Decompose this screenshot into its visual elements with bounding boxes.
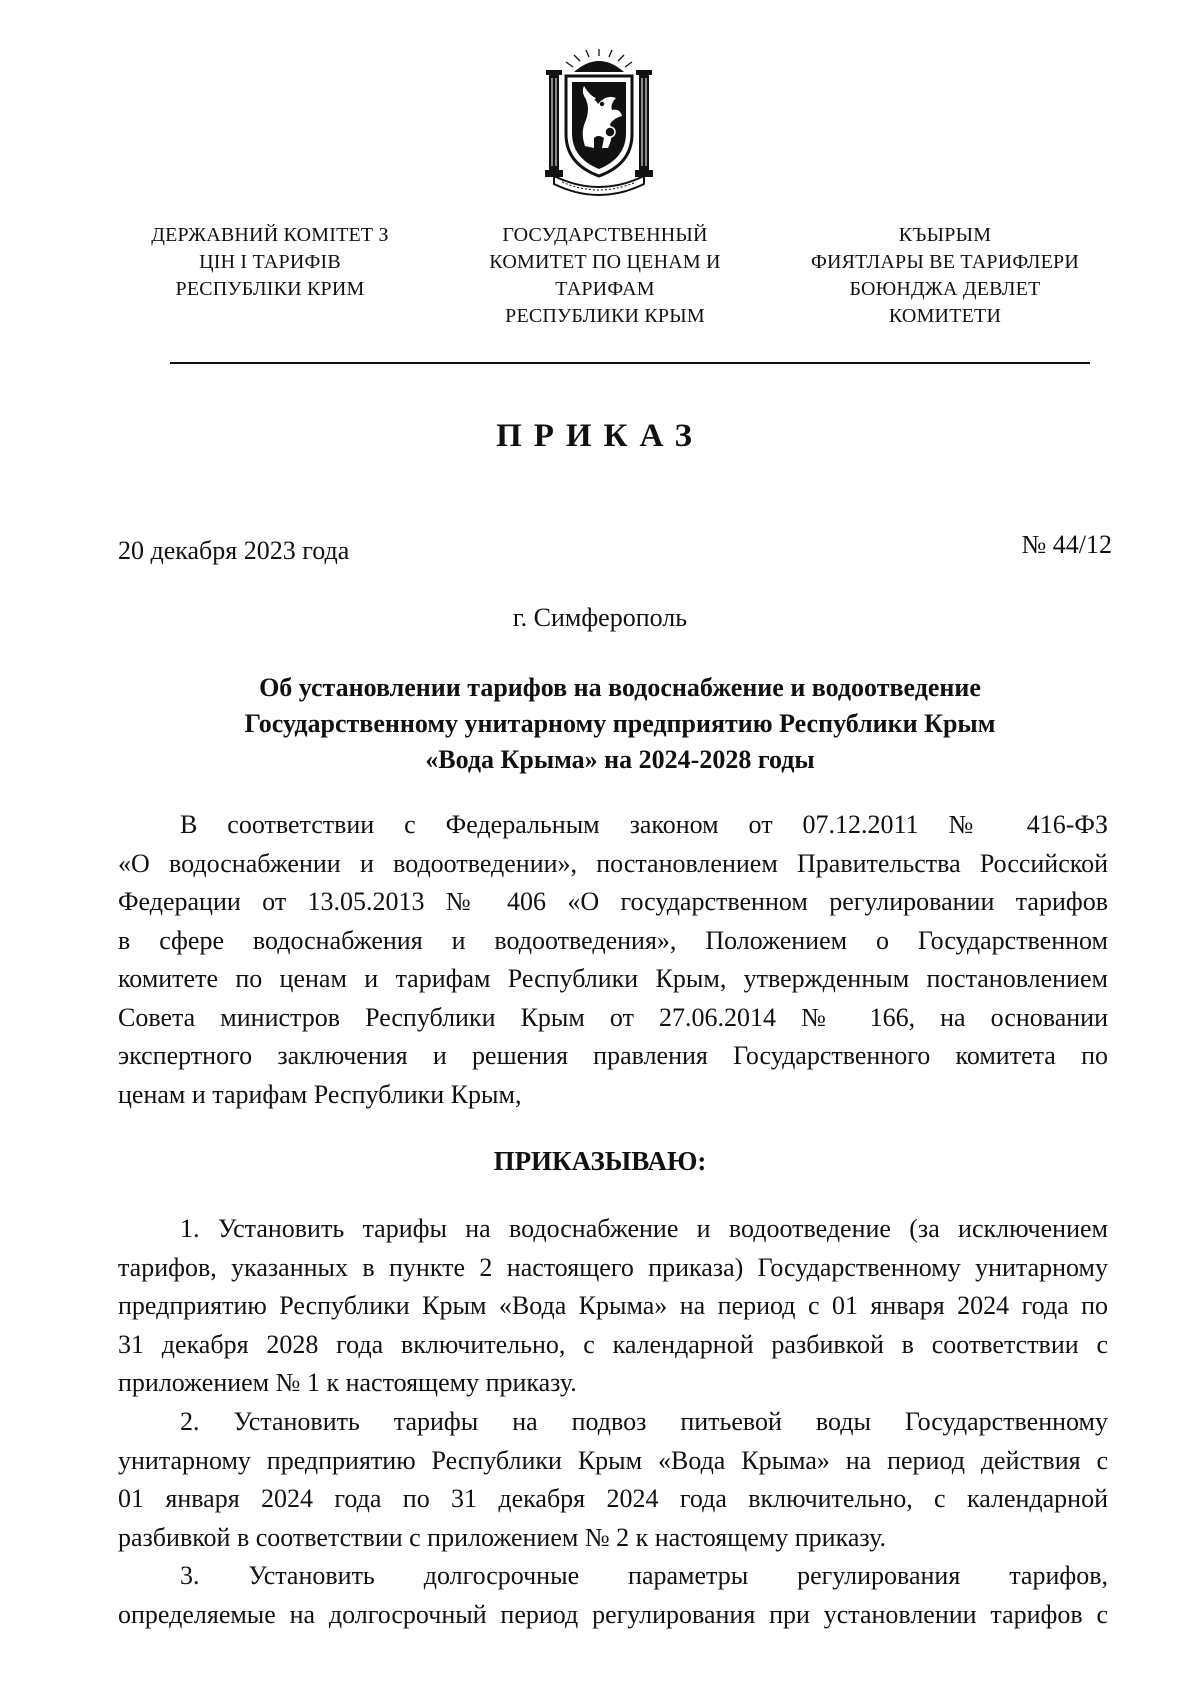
paragraph-line: разбивкой в соответствии с приложением № 2 к настоящему приказу. bbox=[118, 1522, 886, 1552]
committee-name-line: ГОСУДАРСТВЕННЫЙ bbox=[502, 224, 708, 246]
paragraph-line: тарифов, указанных в пункте 2 настоящего приказа) Государственному унитарному bbox=[118, 1252, 1108, 1282]
paragraph-line: приложением № 1 к настоящему приказу. bbox=[118, 1368, 577, 1397]
document-date: 20 декабря 2023 года bbox=[118, 536, 350, 565]
committee-name-line: ЦІН І ТАРИФІВ bbox=[199, 251, 341, 273]
order-item-2 bbox=[118, 1403, 1108, 1557]
order-item-3 bbox=[118, 1557, 1108, 1634]
document-subject bbox=[120, 670, 1120, 778]
paragraph-line: унитарному предприятию Республики Крым «Вода Крыма» на период действия с bbox=[118, 1445, 1108, 1475]
paragraph-line: ценам и тарифам Республики Крым, bbox=[118, 1079, 522, 1109]
paragraph-line: определяемые на долгосрочный период регулирования при установлении тарифов с bbox=[118, 1599, 1108, 1629]
preamble-paragraph bbox=[118, 806, 1108, 1114]
paragraph-line: экспертного заключения и решения правления Государственного комитета по bbox=[118, 1041, 1108, 1070]
committee-name-line: РЕСПУБЛІКИ КРИМ bbox=[175, 278, 365, 300]
committee-name-line: ТАРИФАМ bbox=[555, 278, 655, 300]
document-number: № 44/12 bbox=[1021, 530, 1112, 559]
committee-name-line: БОЮНДЖА ДЕВЛЕТ bbox=[849, 278, 1041, 300]
committee-name-line: ДЕРЖАВНИЙ КОМІТЕТ З bbox=[151, 224, 389, 246]
order-item-1 bbox=[118, 1210, 1108, 1403]
order-command-heading: ПРИКАЗЫВАЮ: bbox=[493, 1146, 707, 1176]
paragraph-line: Федерации от 13.05.2013 № 406 «О государственном регулировании тарифов bbox=[118, 887, 1108, 916]
committee-name-line: КЪЫРЫМ bbox=[898, 224, 992, 246]
committee-name-line: ФИЯТЛАРЫ ВЕ ТАРИФЛЕРИ bbox=[810, 251, 1079, 273]
paragraph-line: 31 декабря 2028 года включительно, с календарной разбивкой в соответствии с bbox=[118, 1329, 1108, 1359]
header-divider bbox=[170, 362, 1090, 364]
crimea-coat-of-arms-icon bbox=[540, 48, 658, 198]
paragraph-line: Совета министров Республики Крым от 27.06.2014 № 166, на основании bbox=[118, 1002, 1108, 1032]
subject-line: Государственному унитарному предприятию Республики Крым bbox=[244, 709, 996, 738]
paragraph-line: в сфере водоснабжения и водоотведения», Положением о Государственном bbox=[118, 925, 1108, 955]
committee-name-line: РЕСПУБЛИКИ КРЫМ bbox=[505, 305, 705, 327]
committee-name-line: КОМИТЕТИ bbox=[888, 305, 1002, 327]
paragraph-line: комитете по ценам и тарифам Республики Крым, утвержденным постановлением bbox=[118, 964, 1108, 993]
committee-name-russian bbox=[455, 222, 755, 330]
paragraph-line: В соответствии с Федеральным законом от 07.12.2011 № 416-ФЗ bbox=[180, 810, 1108, 839]
paragraph-line: 1. Установить тарифы на водоснабжение и водоотведение (за исключением bbox=[180, 1214, 1108, 1243]
committee-name-crimean-tatar bbox=[780, 222, 1110, 330]
subject-line: «Вода Крыма» на 2024-2028 годы bbox=[425, 745, 815, 774]
subject-line: Об установлении тарифов на водоснабжение и водоотведение bbox=[259, 673, 981, 702]
document-type-title: ПРИКАЗ bbox=[496, 418, 704, 454]
paragraph-line: 01 января 2024 года по 31 декабря 2024 года включительно, с календарной bbox=[118, 1484, 1108, 1513]
paragraph-line: 2. Установить тарифы на подвоз питьевой воды Государственному bbox=[180, 1407, 1108, 1436]
committee-name-ukrainian bbox=[120, 222, 420, 303]
committee-name-line: КОМИТЕТ ПО ЦЕНАМ И bbox=[489, 251, 721, 273]
document-city: г. Симферополь bbox=[512, 603, 688, 632]
paragraph-line: предприятию Республики Крым «Вода Крыма» на период с 01 января 2024 года по bbox=[118, 1291, 1108, 1320]
paragraph-line: «О водоснабжении и водоотведении», постановлением Правительства Российской bbox=[118, 848, 1108, 878]
paragraph-line: 3. Установить долгосрочные параметры регулирования тарифов, bbox=[180, 1561, 1108, 1590]
